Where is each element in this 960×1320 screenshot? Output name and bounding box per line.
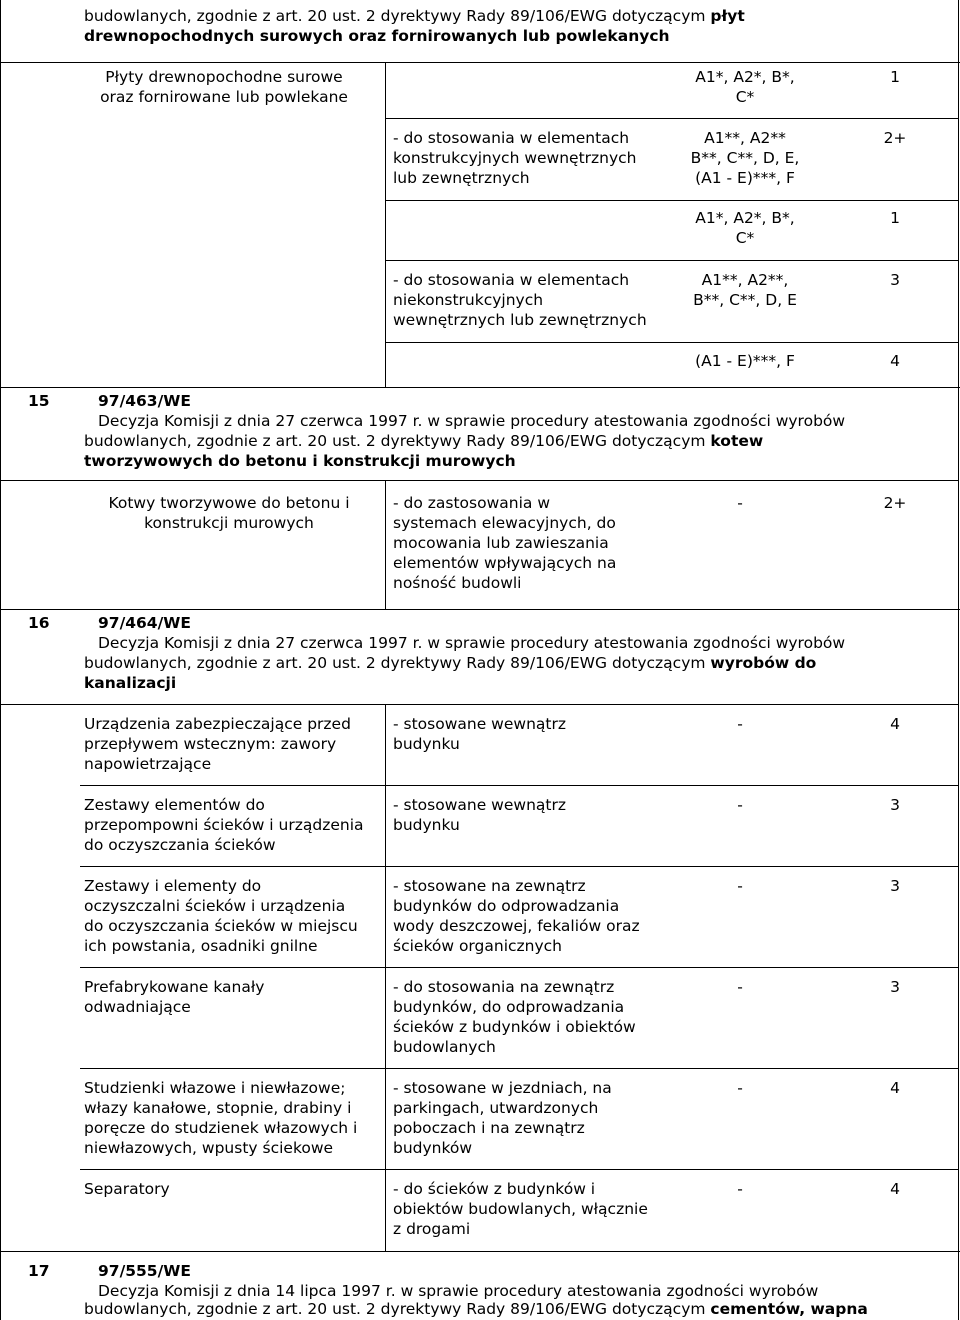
header-bold-text: płyt (710, 7, 745, 25)
reaction-class: A1**, A2**, B**, C**, D, E (693, 271, 797, 309)
system-value: 3 (890, 271, 900, 289)
decision-bold-text: kanalizacji (84, 674, 177, 692)
rule (0, 387, 960, 388)
rule (385, 342, 958, 343)
reaction-class: A1*, A2*, B*, C* (695, 68, 795, 106)
decision-bold-text: tworzywowych do betonu i konstrukcji murowych (84, 452, 516, 470)
rule (0, 0, 1, 1320)
section-header-continued (84, 431, 944, 471)
decision-text: Decyzja Komisji z dnia 27 czerwca 1997 r. w sprawie procedury atestowania zgodności wyrobów (98, 412, 846, 430)
product-name: Płyty drewnopochodne surowe oraz fornirowane lub powlekane (100, 68, 348, 106)
reaction-class: - (737, 796, 743, 814)
rule (80, 1068, 958, 1069)
rule (0, 704, 958, 705)
reaction-class: - (737, 978, 743, 996)
decision-bold-text: kotew (710, 432, 764, 450)
section-number: 16 (28, 614, 50, 632)
product-name: Zestawy i elementy do oczyszczalni ścieków i urządzenia do oczyszczania ścieków w miejscu ich powstania, osadniki gnilne (84, 877, 358, 955)
system-value: 3 (890, 796, 900, 814)
rule (80, 785, 958, 786)
section-header (98, 613, 948, 653)
rule (0, 609, 960, 610)
use-description: - stosowane na zewnątrz budynków do odprowadzania wody deszczowej, fekaliów oraz ścieków organicznych (393, 877, 640, 955)
system-value: 4 (890, 1180, 900, 1198)
rule (385, 62, 386, 387)
section-header (98, 1261, 948, 1301)
use-description: - do zastosowania w systemach elewacyjnych, do mocowania lub zawieszania elementów wpływających na nośność budowli (393, 494, 617, 592)
header-bold-text: drewnopochodnych surowych oraz fornirowanych lub powlekanych (84, 27, 670, 45)
use-description: - stosowane w jezdniach, na parkingach, utwardzonych poboczach i na zewnątrz budynków (393, 1079, 612, 1157)
use-description: - do ścieków z budynków i obiektów budowlanych, włącznie z drogami (393, 1180, 648, 1238)
decision-text: budowlanych, zgodnie z art. 20 ust. 2 dyrektywy Rady 89/106/EWG dotyczącym (84, 654, 711, 672)
system-value: 4 (890, 1079, 900, 1097)
system-value: 2+ (883, 494, 907, 512)
reaction-class: - (737, 877, 743, 895)
rule (385, 200, 958, 201)
reaction-class: - (737, 1079, 743, 1097)
rule (385, 118, 958, 119)
section-header (98, 391, 948, 431)
system-value: 4 (890, 715, 900, 733)
system-value: 3 (890, 978, 900, 996)
system-value: 3 (890, 877, 900, 895)
reaction-class: - (737, 715, 743, 733)
decision-bold-text: wyrobów do (710, 654, 817, 672)
section-number: 17 (28, 1262, 50, 1280)
rule (0, 62, 960, 63)
section-header-continued (84, 1299, 944, 1319)
system-value: 2+ (883, 129, 907, 147)
rule (385, 260, 958, 261)
product-name: Studzienki włazowe i niewłazowe; włazy kanałowe, stopnie, drabiny i poręcze do studzienek włazowych i niewłazowych, wpusty ściekowe (84, 1079, 358, 1157)
product-name: Urządzenia zabezpieczające przed przepływem wstecznym: zawory napowietrzające (84, 715, 351, 773)
system-value: 1 (890, 68, 900, 86)
product-name: Separatory (84, 1180, 170, 1198)
decision-code: 97/464/WE (98, 614, 191, 632)
use-description: - stosowane wewnątrz budynku (393, 796, 566, 834)
reaction-class: A1**, A2** B**, C**, D, E, (A1 - E)***, F (690, 129, 800, 187)
reaction-class: - (737, 1180, 743, 1198)
use-description: - do stosowania w elementach konstrukcyjnych wewnętrznych lub zewnętrznych (393, 129, 637, 187)
rule (0, 1251, 960, 1252)
use-description: - do stosowania w elementach niekonstrukcyjnych wewnętrznych lub zewnętrznych (393, 271, 647, 329)
system-value: 4 (890, 352, 900, 370)
decision-code: 97/555/WE (98, 1262, 191, 1280)
product-name: Zestawy elementów do przepompowni ścieków i urządzenia do oczyszczania ścieków (84, 796, 364, 854)
decision-text: budowlanych, zgodnie z art. 20 ust. 2 dyrektywy Rady 89/106/EWG dotyczącym (84, 1300, 711, 1318)
system-value: 1 (890, 209, 900, 227)
use-description: - stosowane wewnątrz budynku (393, 715, 566, 753)
product-name: Prefabrykowane kanały odwadniające (84, 978, 265, 1016)
decision-text: Decyzja Komisji z dnia 14 lipca 1997 r. w sprawie procedury atestowania zgodności wyrobów (98, 1282, 819, 1300)
section-header (84, 6, 944, 46)
decision-bold-text: cementów, wapna (710, 1300, 868, 1318)
rule (958, 0, 959, 1320)
product-name: Kotwy tworzywowe do betonu i konstrukcji murowych (108, 494, 350, 532)
header-text: budowlanych, zgodnie z art. 20 ust. 2 dyrektywy Rady 89/106/EWG dotyczącym (84, 7, 711, 25)
rule (0, 480, 958, 481)
rule (80, 967, 958, 968)
reaction-class: A1*, A2*, B*, C* (695, 209, 795, 247)
section-header-continued (84, 653, 944, 693)
rule (80, 1169, 958, 1170)
reaction-class: (A1 - E)***, F (695, 352, 795, 370)
rule (385, 480, 386, 609)
decision-text: budowlanych, zgodnie z art. 20 ust. 2 dyrektywy Rady 89/106/EWG dotyczącym (84, 432, 711, 450)
rule (80, 866, 958, 867)
decision-text: Decyzja Komisji z dnia 27 czerwca 1997 r. w sprawie procedury atestowania zgodności wyrobów (98, 634, 846, 652)
use-description: - do stosowania na zewnątrz budynków, do odprowadzania ścieków z budynków i obiektów budowlanych (393, 978, 636, 1056)
section-number: 15 (28, 392, 50, 410)
reaction-class: - (737, 494, 743, 512)
decision-code: 97/463/WE (98, 392, 191, 410)
